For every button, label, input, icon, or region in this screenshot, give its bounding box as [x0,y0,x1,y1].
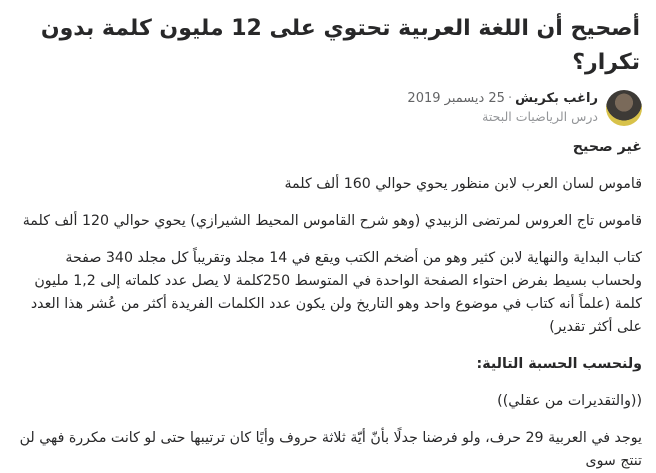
author-credential[interactable]: درس الرياضيات البحتة [482,109,598,124]
answer-paragraph: كتاب البداية والنهاية لابن كثير وهو من أضخم الكتب ويقع في 14 مجلد وتقريباً كل مجلد 340 صفحة ولحساب بسيط بفرض احتواء الصفحة الواحدة في المتوسط 250كلمة لا يصل عدد كلماته إلى 1,2 مليون كلمة (علماً أنه كتاب في موضوع واحد وهو التاريخ ولن يكون عدد الكلمات الفريدة أكثر من عُشر هذا العدد على أكثر تقدير) [30,250,642,335]
answer-paragraph: يوجد في العربية 29 حرف، ولو فرضنا جدلًا بأنّ أيّة ثلاثة حروف وأيًا كان ترتيبها حتى لو كانت مكررة فهي لن تنتج سوى [19,430,642,469]
meta-separator: · [507,91,513,106]
answer-date[interactable]: 25 ديسمبر 2019 [407,91,505,106]
author-row [14,90,642,126]
answer-paragraph: قاموس تاج العروس لمرتضى الزبيدي (وهو شرح القاموس المحيط الشيرازي) يحوي حوالي 120 ألف كلمة [22,213,642,229]
author-line [407,90,598,108]
author-name[interactable]: راغب بكريش [515,91,598,106]
answer-verdict: غير صحيح [572,139,642,155]
avatar[interactable] [606,90,642,126]
answer-paragraph: قاموس لسان العرب لابن منظور يحوي حوالي 160 ألف كلمة [284,176,642,192]
author-meta [407,90,598,126]
answer-body [14,136,642,473]
answer-paragraph: ((والتقديرات من عقلي)) [497,393,642,409]
answer-subheading: ولنحسب الحسبة التالية: [476,356,642,372]
question-title[interactable]: أصحيح أن اللغة العربية تحتوي على 12 مليون كلمة بدون تكرار؟ [40,16,640,75]
